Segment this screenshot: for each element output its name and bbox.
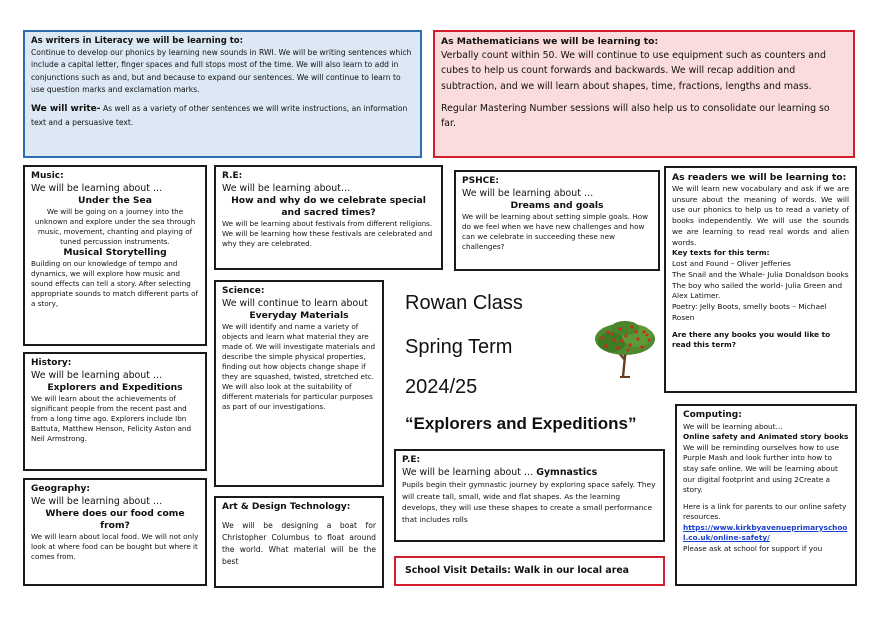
maths-body-2: Regular Mastering Number sessions will also help us to consolidate our learning so far. — [441, 102, 830, 130]
readers-key-label: Key texts for this term: — [672, 248, 770, 258]
art-box — [214, 496, 384, 588]
readers-question: Are there any books you would like to read this term? — [672, 329, 831, 350]
geography-box — [23, 478, 207, 586]
class-name: Rowan Class — [405, 292, 523, 314]
tree-icon — [592, 320, 658, 378]
pe-topic: Gymnastics — [536, 466, 598, 478]
geography-text: We will learn about local food. We will not only look at where food can be bought but where it comes from. — [31, 532, 199, 562]
term-theme: “Explorers and Expeditions” — [405, 414, 637, 433]
school-visit-text: School Visit Details: Walk in our local area — [405, 564, 630, 576]
computing-link-intro: Here is a link for parents to our online safety resources. — [683, 501, 847, 522]
geography-heading: Geography: — [31, 484, 90, 494]
readers-book-4: Poetry: Jelly Boots, smelly boots – Michael Rosen — [672, 302, 827, 322]
literacy-body: Continue to develop our phonics by learning new sounds in RWI. We will be writing sentences which include a capital letter, finger spaces and full stops most of the time. We will also learn to add in conjunctions such as and, but and because to expand our sentences. We will continue to learn to use question marks and exclamation marks. — [31, 48, 412, 94]
music-lead: We will be learning about … — [31, 182, 163, 194]
pe-lead: We will be learning about … — [402, 466, 534, 478]
geography-lead: We will be learning about … — [31, 495, 163, 507]
geography-topic: Where does our food come from? — [45, 508, 185, 532]
pshce-text: We will be learning about setting simple goals. How do we feel when we have new challenges and how can we celebrate in succeeding these new challenges? — [462, 212, 649, 252]
maths-heading: As Mathematicians we will be learning to: — [441, 36, 659, 47]
readers-text: We will learn new vocabulary and ask if we are unsure about the meaning of words. We will use our phonics to help us to read a variety of books independently. We will use the sounds we are learning to read real words and alien words. — [672, 183, 849, 247]
re-lead: We will be learning about… — [222, 182, 351, 194]
computing-support: Please ask at school for support if you — [683, 544, 823, 554]
pe-heading: P.E: — [402, 455, 421, 465]
science-box — [214, 280, 384, 487]
re-heading: R.E: — [222, 171, 243, 181]
art-heading: Art & Design Technology: — [222, 502, 351, 512]
pshce-lead: We will be learning about … — [462, 187, 594, 199]
music-topic-2: Musical Storytelling — [63, 247, 167, 259]
history-heading: History: — [31, 358, 72, 368]
computing-lead: We will be learning about… — [683, 421, 783, 431]
online-safety-link[interactable]: https://www.kirkbyavenueprimaryschool.co.uk/online-safety/ — [683, 522, 848, 543]
pshce-heading: PSHCE: — [462, 176, 499, 186]
re-topic: How and why do we celebrate special and sacred times? — [231, 195, 426, 219]
computing-box — [675, 404, 857, 586]
readers-book-1: Lost and Found – Oliver Jefferies — [672, 259, 791, 269]
pshce-box — [454, 170, 660, 271]
literacy-write — [31, 102, 414, 129]
science-topic: Everyday Materials — [249, 310, 349, 322]
history-text: We will learn about the achievements of significant people from the recent past and from a long time ago. Explorers include Ibn Battuta, Matthew Henson, Felicity Aston and Neil Armstrong. — [31, 394, 192, 444]
art-text: We will be designing a boat for Christopher Columbus to float around the world. What material will be the best — [222, 520, 376, 567]
history-lead: We will be learning about … — [31, 369, 163, 381]
computing-topic: Online safety and Animated story books — [683, 432, 849, 442]
pe-box — [394, 449, 665, 542]
music-topic-1: Under the Sea — [78, 195, 152, 207]
pe-lead-line — [402, 467, 657, 480]
science-text: We will identify and name a variety of objects and learn what material they are made of. We will investigate materials and describe the simple physical properties, finding out how objects change shape if they are squashed, twisted, stretched etc. We will also look at the suitability of different materials for particular purposes as part of our investigations. — [222, 322, 376, 411]
term-name: Spring Term — [405, 336, 513, 358]
maths-body: Verbally count within 50. We will continue to use equipment such as counters and cubes to help us count forwards and backwards. We will recap addition and subtraction, and we will learn about shapes, time, fractions, lengths and mass. — [441, 49, 826, 92]
readers-heading: As readers we will be learning to: — [672, 172, 847, 183]
readers-box — [664, 166, 857, 393]
school-visit-box — [394, 556, 665, 586]
science-heading: Science: — [222, 286, 265, 296]
music-text-1: We will be going on a journey into the unknown and explore under the sea through music, movement, chanting and playing of tuned percussion instruments. — [34, 207, 196, 247]
school-year: 2024/25 — [405, 376, 478, 398]
literacy-write-text: As well as a variety of other sentences we will write instructions, an information text and a persuasive text. — [31, 104, 408, 127]
music-text-2: Building on our knowledge of tempo and dynamics, we will explore how music and sound effects can tell a story. After selecting appropriate sounds to match different parts of a story, — [31, 259, 199, 308]
history-topic: Explorers and Expeditions — [47, 382, 183, 394]
literacy-write-label: We will write- — [31, 104, 101, 115]
readers-book-2: The Snail and the Whale- Julia Donaldson books — [672, 269, 849, 279]
computing-text: We will be reminding ourselves how to use Purple Mash and look further into how to stay safe online. We will be learning about our digital footprint and using 2Create a story. — [683, 442, 840, 495]
pe-text: Pupils begin their gymnastic journey by exploring space safely. They will create tall, small, wide and flat shapes. As the learning develops, they will use these shapes to create a small performance that includes rolls — [402, 480, 656, 524]
science-lead: We will continue to learn about — [222, 297, 368, 309]
re-text: We will be learning about festivals from different religions. We will be learning how these festivals are celebrated and why they are celebrated. — [222, 219, 433, 249]
music-box — [23, 165, 207, 346]
maths-box — [433, 30, 855, 158]
readers-book-3: The boy who sailed the world- Julia Green and Alex Latimer. — [672, 280, 843, 301]
computing-heading: Computing: — [683, 410, 742, 420]
history-box — [23, 352, 207, 471]
literacy-box — [23, 30, 422, 158]
re-box — [214, 165, 443, 270]
pshce-topic: Dreams and goals — [510, 200, 604, 212]
music-heading: Music: — [31, 171, 64, 181]
literacy-heading: As writers in Literacy we will be learning to: — [31, 36, 244, 46]
